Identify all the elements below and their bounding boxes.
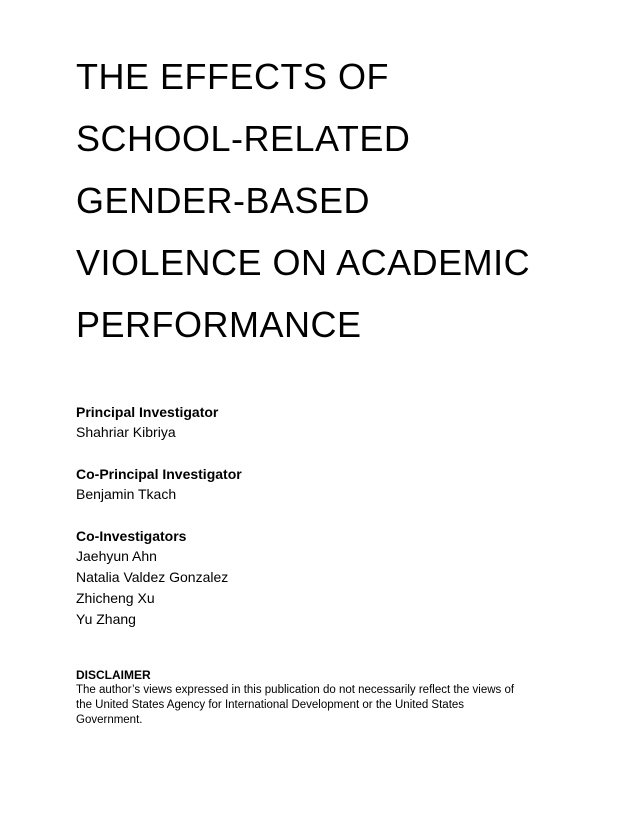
disclaimer-text: [76, 683, 576, 728]
principal-investigator-heading: Principal Investigator: [76, 404, 219, 420]
investigator-name: Yu Zhang: [76, 611, 136, 627]
title-line: GENDER-BASED: [76, 180, 371, 221]
title-line: THE EFFECTS OF: [76, 56, 389, 97]
co-principal-investigator-heading: Co-Principal Investigator: [76, 466, 242, 482]
title-line: SCHOOL-RELATED: [76, 118, 411, 159]
investigator-name: Shahriar Kibriya: [76, 424, 176, 440]
investigator-name: Zhicheng Xu: [76, 590, 155, 606]
disclaimer-line: Government.: [76, 714, 143, 726]
principal-investigator-section: [76, 402, 576, 443]
disclaimer-line: the United States Agency for International Development or the United States: [76, 699, 465, 711]
disclaimer-heading: DISCLAIMER: [76, 668, 151, 682]
title-line: VIOLENCE ON ACADEMIC: [76, 242, 531, 283]
disclaimer-line: The author’s views expressed in this publication do not necessarily reflect the views of: [76, 684, 515, 696]
investigator-name: Natalia Valdez Gonzalez: [76, 569, 229, 585]
investigator-name: Jaehyun Ahn: [76, 548, 157, 564]
co-investigators-heading: Co-Investigators: [76, 528, 187, 544]
disclaimer-section: [76, 668, 576, 728]
co-principal-investigator-section: [76, 464, 576, 505]
investigator-credits: [76, 402, 576, 651]
investigator-name: Benjamin Tkach: [76, 486, 177, 502]
co-investigators-section: [76, 526, 576, 630]
report-title: [76, 46, 626, 356]
title-line: PERFORMANCE: [76, 304, 362, 345]
